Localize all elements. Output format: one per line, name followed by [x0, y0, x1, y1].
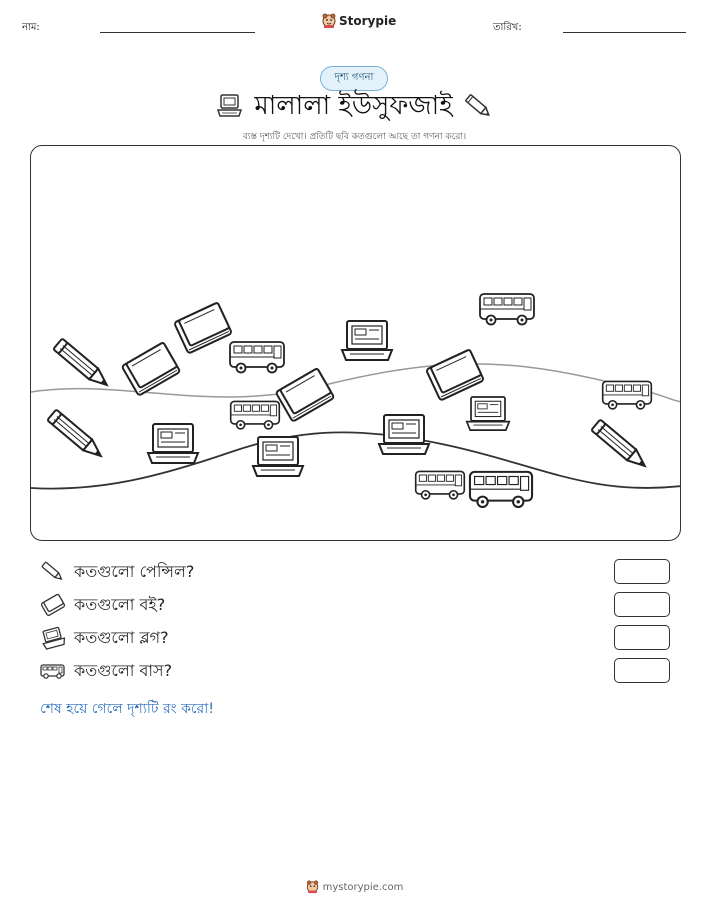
answer-box-pencil[interactable]	[614, 559, 670, 584]
question-text: কতগুলো ব্লগ?	[74, 627, 169, 647]
question-row-laptop	[40, 625, 670, 651]
question-row-bus	[40, 658, 670, 684]
storypie-mascot-icon	[322, 13, 336, 29]
storypie-logo	[322, 13, 396, 29]
name-line[interactable]	[100, 32, 255, 33]
scene-bus-5	[416, 471, 465, 498]
answer-box-laptop[interactable]	[614, 625, 670, 650]
scene-book-1	[174, 302, 232, 353]
scene-bus-2	[230, 342, 284, 373]
question-text: কতগুলো বই?	[74, 594, 166, 614]
scene-laptop-1	[342, 321, 392, 360]
answer-box-book[interactable]	[614, 592, 670, 617]
instructions: ব্যস্ত দৃশ্যটি দেখো। প্রতিটি ছবি কতগুলো আছে তা গণনা করো।	[242, 132, 467, 142]
question-row-book	[40, 592, 670, 618]
laptop-icon	[216, 93, 244, 119]
question-text: কতগুলো পেন্সিল?	[74, 561, 195, 581]
name-label: নাম:	[22, 22, 40, 33]
storypie-mascot-icon	[306, 880, 319, 894]
date-label: তারিখ:	[493, 22, 522, 33]
scene-laptop-2	[148, 424, 198, 463]
logo-text: Storypie	[339, 14, 397, 28]
question-row-pencil	[40, 559, 670, 585]
laptop-icon	[40, 626, 66, 650]
question-text: কতগুলো বাস?	[74, 660, 173, 680]
footer-url[interactable]: mystorypie.com	[322, 881, 404, 893]
answer-box-bus[interactable]	[614, 658, 670, 683]
scene-bus-1	[480, 294, 534, 325]
bus-icon	[40, 659, 66, 683]
pencil-icon	[463, 92, 493, 120]
scene-book-4	[426, 349, 484, 400]
scene-book-2	[122, 342, 181, 395]
scene-pencil-2	[47, 409, 105, 461]
page-title: মালালা ইউসুফজাই	[254, 91, 453, 121]
finish-instruction: শেষ হয়ে গেলে দৃশ্যটি রং করো!	[40, 701, 214, 717]
date-line[interactable]	[563, 32, 686, 33]
book-icon	[40, 593, 66, 617]
scene-bus-4	[603, 381, 652, 408]
scene-laptop-5	[467, 397, 510, 430]
scene-laptop-3	[253, 437, 303, 476]
scene-pencil-3	[591, 419, 649, 471]
scene-bus-3	[231, 401, 280, 428]
busy-scene	[30, 145, 681, 541]
scene-drawing	[31, 146, 681, 541]
title-row	[0, 90, 709, 122]
scene-count-badge: দৃশ্য গণনা	[320, 66, 388, 91]
scene-book-3	[276, 368, 335, 421]
footer	[0, 880, 709, 894]
hill-line-lower	[31, 432, 681, 488]
scene-laptop-4	[379, 415, 429, 454]
scene-bus-6	[470, 472, 532, 507]
pencil-icon	[40, 560, 66, 584]
scene-pencil-1	[53, 338, 111, 390]
